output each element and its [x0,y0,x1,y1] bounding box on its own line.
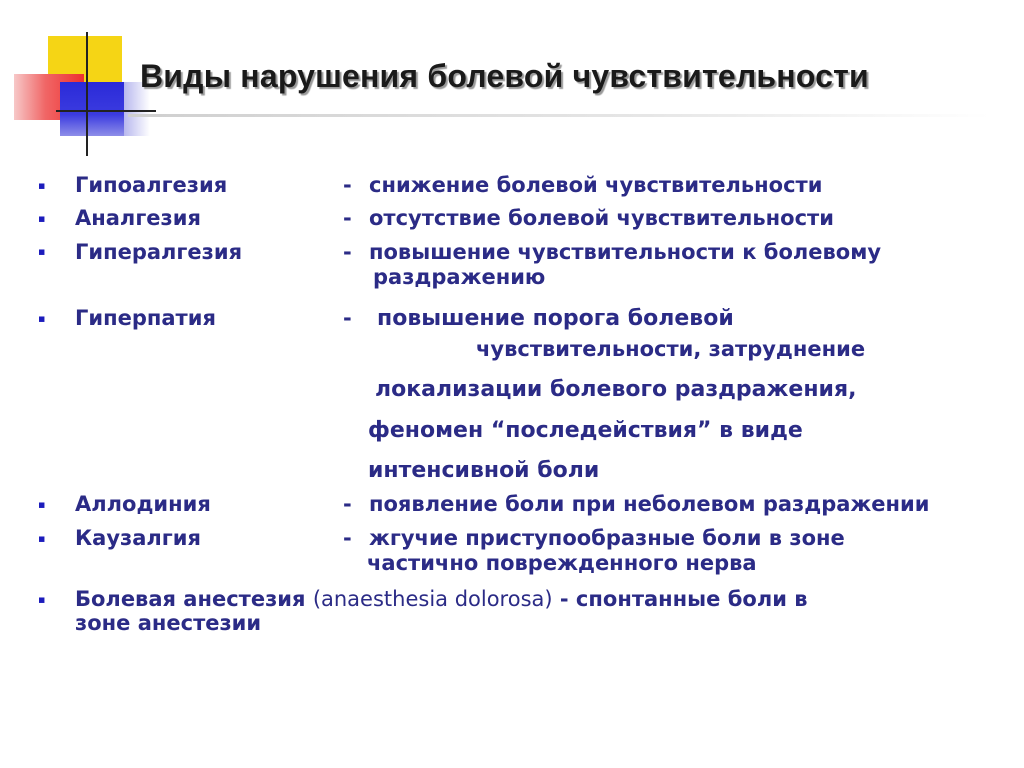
term-analgesia: Аналгезия [75,206,201,230]
definition-line: отсутствие болевой чувствительности [369,206,834,230]
term-painful-anesthesia: Болевая анестезия [75,587,313,611]
dash: - [343,526,352,550]
latin-term: (anaesthesia dolorosa) [312,587,553,611]
last-item-line-2: зоне анестезии [75,611,262,635]
horizontal-line [56,110,156,112]
term-hypoalgesia: Гипоалгезия [75,173,228,197]
bullet-icon: ▪ [38,532,46,545]
definition-line: интенсивной боли [368,458,600,483]
definition-line: появление боли при неболевом раздражении [369,492,930,516]
vertical-line [86,32,88,156]
dash: - [343,240,352,264]
definition-line: жгучие приступообразные боли в зоне [369,526,845,550]
term-allodynia: Аллодиния [75,492,211,516]
bullet-icon: ▪ [38,212,46,225]
title-underline [128,114,990,117]
definition-line: локализации болевого раздражения, [375,377,857,402]
definition-line: частично поврежденного нерва [367,551,757,575]
blue-square [60,82,124,136]
definition-line: - спонтанные боли в [552,587,808,611]
bullet-icon: ▪ [38,245,46,258]
definition-line: чувствительности, затруднение [476,337,866,361]
term-hyperpathia: Гиперпатия [75,306,216,330]
dash: - [343,173,352,197]
bullet-icon: ▪ [38,179,46,192]
definition-line: повышение чувствительности к болевому [369,240,882,264]
definition-line: феномен “последействия” в виде [368,418,803,443]
definition-line: раздражению [373,265,546,289]
definition-line: снижение болевой чувствительности [369,173,823,197]
corner-decoration [0,0,150,160]
term-causalgia: Каузалгия [75,526,201,550]
dash: - [343,306,352,330]
last-item-line-1 [75,587,808,612]
bullet-icon: ▪ [38,312,46,325]
bullet-icon: ▪ [38,593,46,606]
definition-line: повышение порога болевой [377,306,734,331]
dash: - [343,206,352,230]
term-hyperalgesia: Гипералгезия [75,240,243,264]
slide-title: Виды нарушения болевой чувствительности [140,58,869,94]
bullet-icon: ▪ [38,498,46,511]
dash: - [343,492,352,516]
